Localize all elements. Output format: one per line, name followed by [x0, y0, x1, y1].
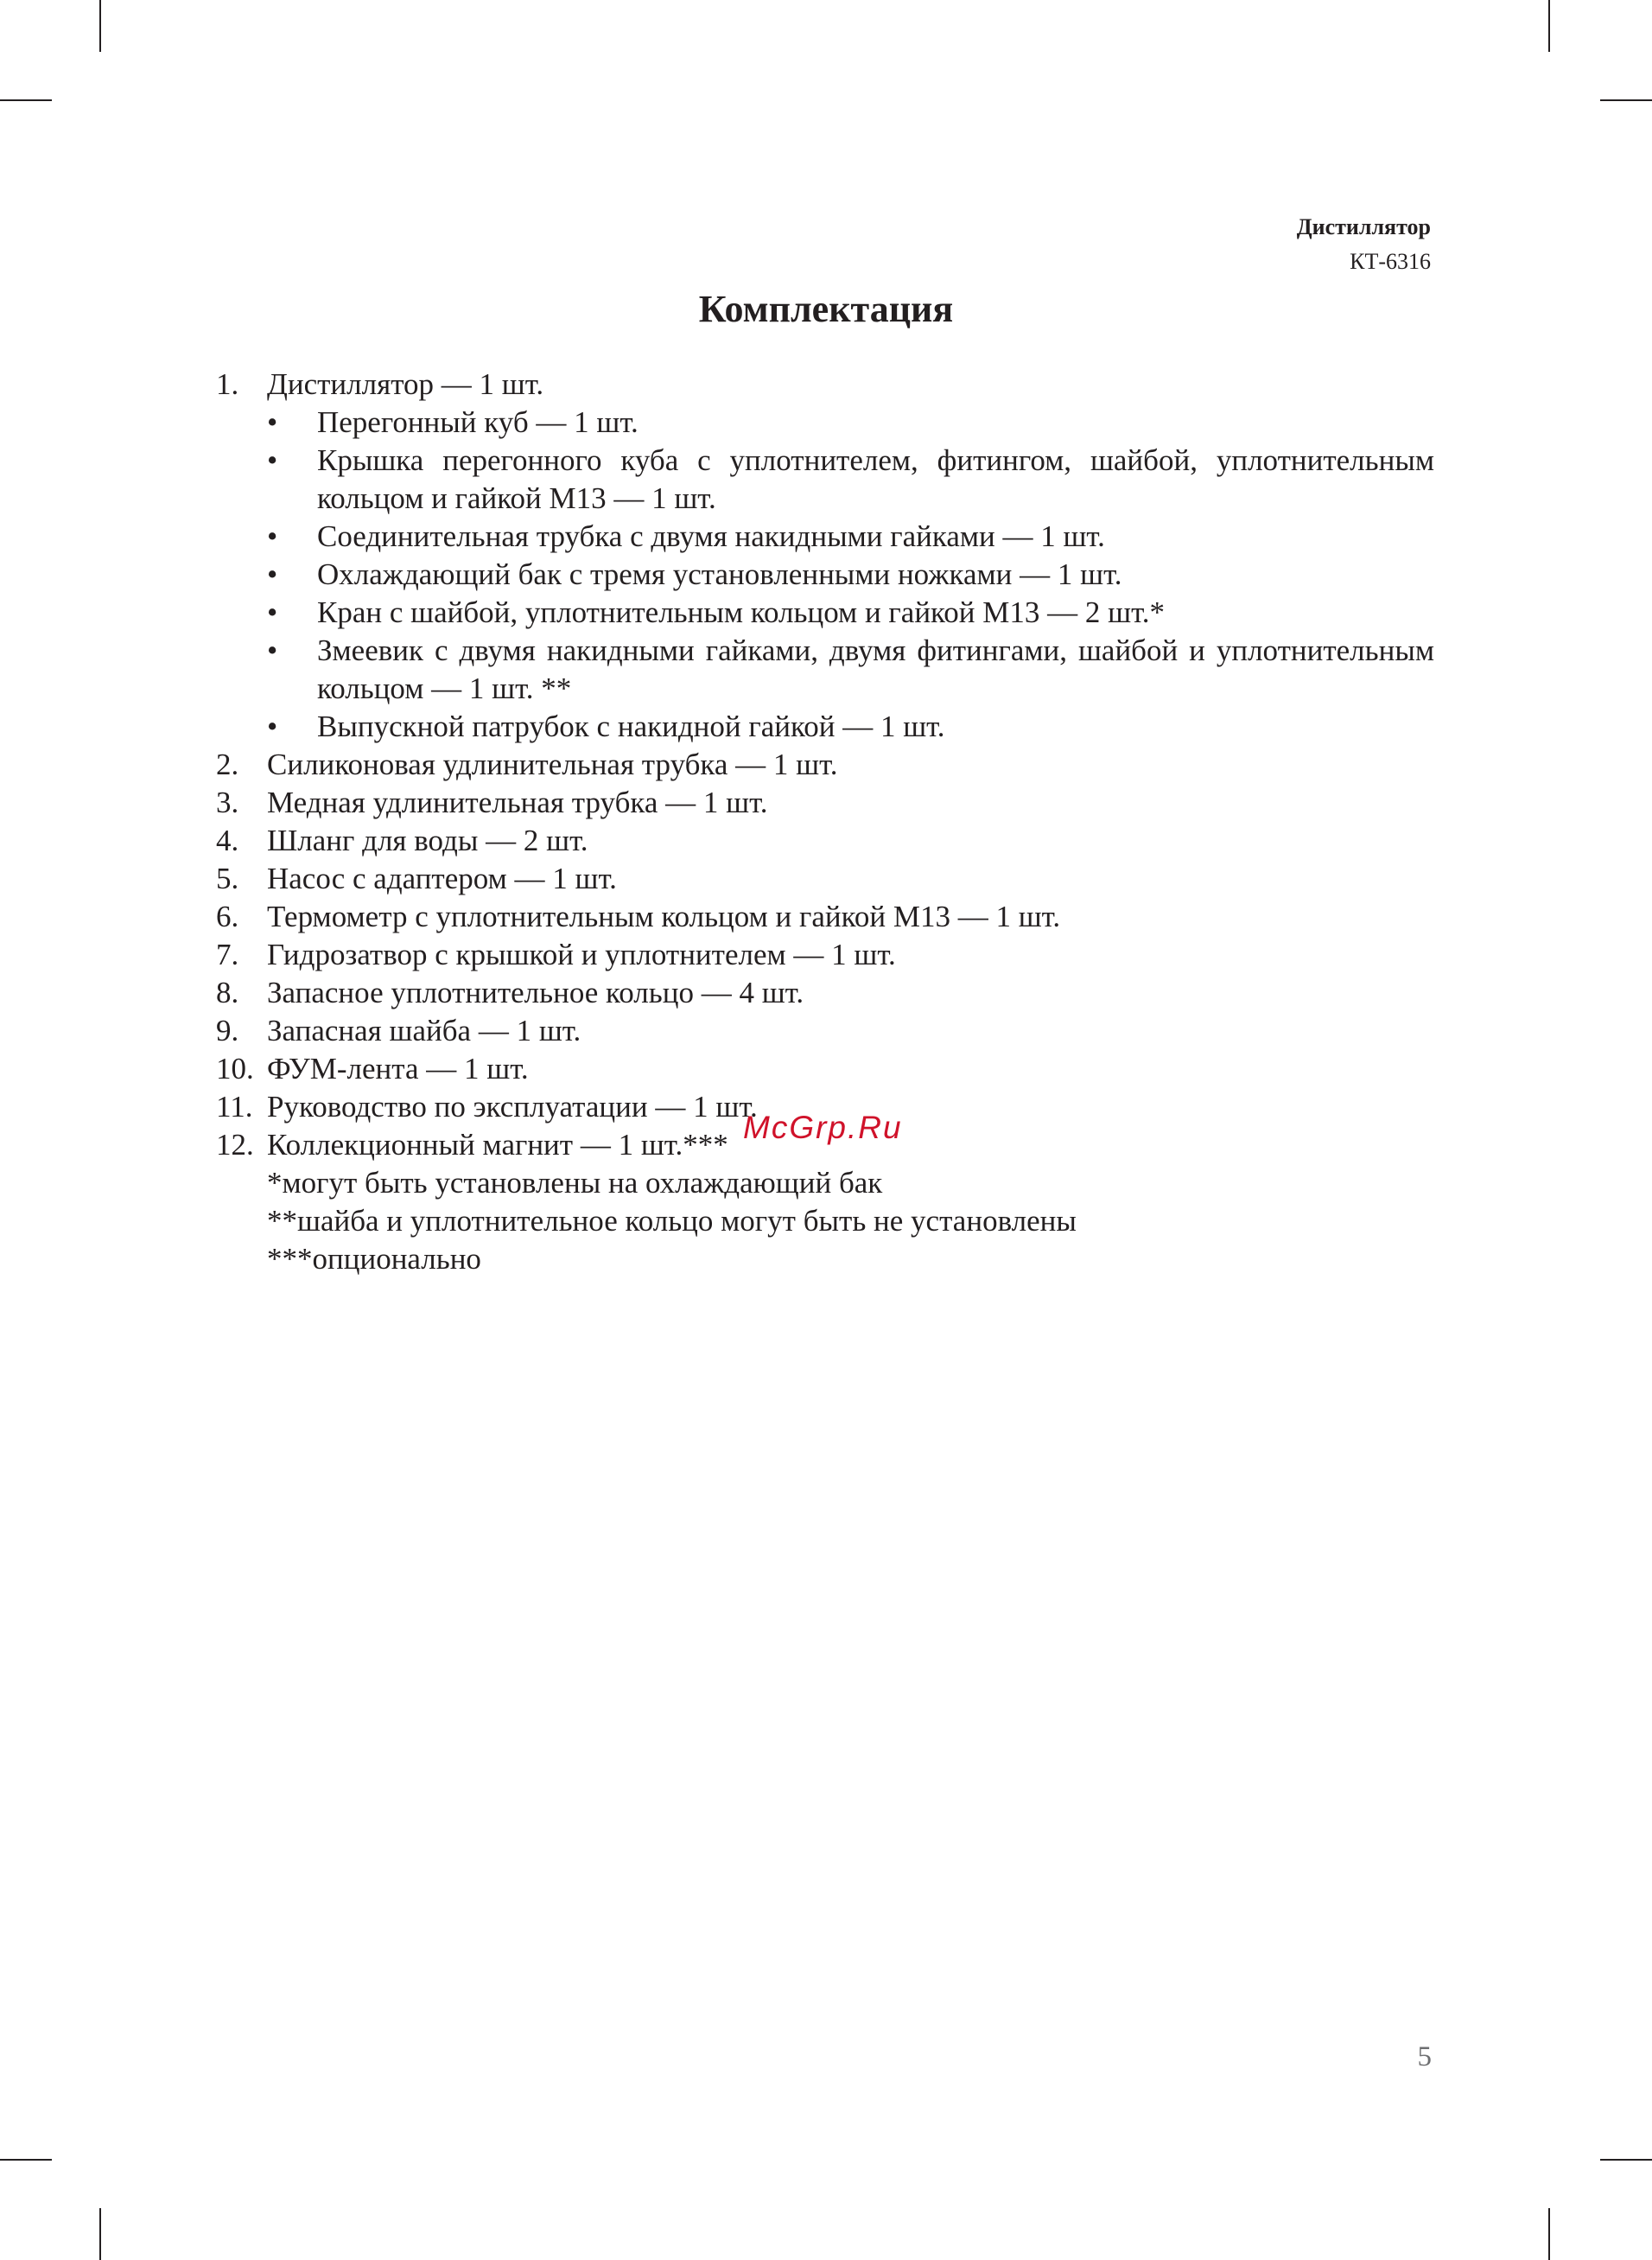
list-item-number: 11.	[216, 1090, 253, 1124]
list-item	[216, 784, 1434, 822]
list-item	[216, 746, 1434, 784]
list-item-text: ФУМ-лента — 1 шт.	[267, 1052, 529, 1085]
footnote: ***опционально	[267, 1242, 481, 1276]
list-item-number: 7.	[216, 938, 239, 971]
crop-mark	[99, 2208, 101, 2260]
list-item-text: Дистиллятор — 1 шт.	[267, 367, 544, 401]
sub-list-item	[267, 556, 1434, 594]
list-item	[216, 1012, 1434, 1050]
list-item-number: 9.	[216, 1014, 239, 1047]
sub-list-item	[267, 632, 1434, 708]
list-item-text: Насос с адаптером — 1 шт.	[267, 862, 617, 895]
list-item-number: 4.	[216, 824, 239, 857]
sub-list-item	[267, 518, 1434, 556]
sub-list-item-text: Змеевик с двумя накидными гайками, двумя фитингами, шайбой и уплотнительным кольцом — 1 шт. **	[317, 633, 1434, 705]
list-item-text: Силиконовая удлинительная трубка — 1 шт.	[267, 748, 838, 781]
list-item-text: Термометр с уплотнительным кольцом и гайкой М13 — 1 шт.	[267, 900, 1061, 933]
page-title: Комплектация	[698, 288, 954, 330]
sub-list-item	[267, 594, 1434, 632]
list-item-number: 1.	[216, 367, 239, 401]
list-item-text: Шланг для воды — 2 шт.	[267, 824, 588, 857]
product-name: Дистиллятор	[1296, 214, 1431, 239]
sub-list-item-text: Крышка перегонного куба с уплотнителем, фитингом, шайбой, уплотнительным кольцом и гайкой М13 — 1 шт.	[317, 443, 1434, 515]
list-item	[216, 974, 1434, 1012]
list-item-number: 8.	[216, 976, 239, 1009]
crop-mark	[1548, 2208, 1550, 2260]
footnote: *могут быть установлены на охлаждающий бак	[267, 1166, 883, 1200]
bullet-icon: •	[267, 519, 278, 553]
crop-mark	[0, 99, 52, 101]
list-item-number: 6.	[216, 900, 239, 933]
list-item-text: Руководство по эксплуатации — 1 шт.	[267, 1090, 758, 1124]
list-item	[216, 822, 1434, 860]
list-item-text: Запасное уплотнительное кольцо — 4 шт.	[267, 976, 804, 1009]
list-item-number: 10.	[216, 1052, 254, 1085]
list-item-number: 5.	[216, 862, 239, 895]
crop-mark	[1600, 99, 1652, 101]
crop-mark	[99, 0, 101, 52]
bullet-icon: •	[267, 633, 278, 667]
bullet-icon: •	[267, 557, 278, 591]
sub-list-item-text: Перегонный куб — 1 шт.	[317, 405, 639, 439]
list-item	[216, 936, 1434, 974]
list-item-number: 2.	[216, 748, 239, 781]
list-item	[216, 860, 1434, 898]
bullet-icon: •	[267, 443, 278, 477]
bullet-icon: •	[267, 595, 278, 629]
sub-list-item-text: Соединительная трубка с двумя накидными гайками — 1 шт.	[317, 519, 1105, 553]
sub-list-item	[267, 404, 1434, 442]
bullet-icon: •	[267, 710, 278, 743]
sub-list-item	[267, 708, 1434, 746]
list-item-number: 3.	[216, 786, 239, 819]
watermark: McGrp.Ru	[743, 1110, 903, 1145]
list-item-text: Гидрозатвор с крышкой и уплотнителем — 1 шт.	[267, 938, 896, 971]
list-item	[216, 898, 1434, 936]
list-item-number: 12.	[216, 1128, 254, 1162]
sub-list-item-text: Выпускной патрубок с накидной гайкой — 1 шт.	[317, 710, 945, 743]
crop-mark	[1600, 2159, 1652, 2161]
running-header	[1297, 210, 1431, 279]
page-number: 5	[1417, 2041, 1432, 2072]
crop-mark	[1548, 0, 1550, 52]
sub-list-item-text: Охлаждающий бак с тремя установленными ножками — 1 шт.	[317, 557, 1122, 591]
sub-list-item-text: Кран с шайбой, уплотнительным кольцом и гайкой М13 — 2 шт.*	[317, 595, 1165, 629]
sub-list-item	[267, 442, 1434, 518]
crop-mark	[0, 2159, 52, 2161]
list-item-text: Запасная шайба — 1 шт.	[267, 1014, 581, 1047]
list-item	[216, 1050, 1434, 1088]
model-number: КТ-6316	[1350, 249, 1431, 274]
footnote: **шайба и уплотнительное кольцо могут быть не установлены	[267, 1204, 1077, 1238]
list-item-text: Коллекционный магнит — 1 шт.***	[267, 1128, 728, 1162]
list-item	[216, 366, 1434, 404]
bullet-icon: •	[267, 405, 278, 439]
list-item-text: Медная удлинительная трубка — 1 шт.	[267, 786, 768, 819]
